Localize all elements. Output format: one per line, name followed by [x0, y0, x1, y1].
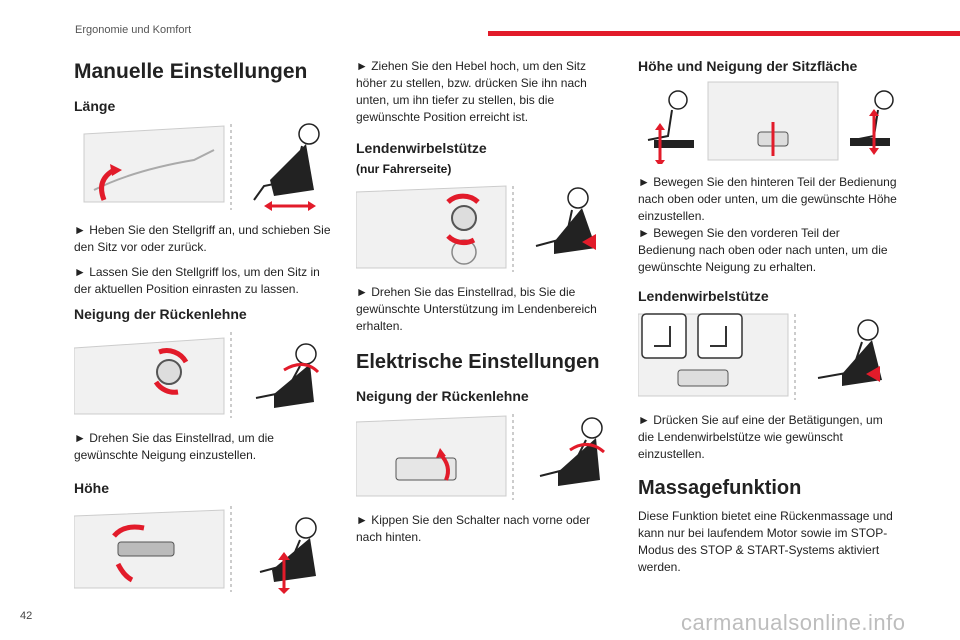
column-right [638, 52, 900, 584]
lumbar-buttons-figure [638, 310, 900, 402]
height-illustration [74, 502, 336, 594]
lumbar-heading: Lendenwirbelstütze [356, 140, 487, 156]
seat-height-tilt-illustration [638, 80, 900, 164]
column-middle [356, 52, 618, 554]
page-number: 42 [20, 610, 33, 622]
height-instruction: ► Ziehen Sie den Hebel hoch, um den Sitz höher zu stellen, bzw. drücken Sie ihn nach unten, um ihn tiefer zu stellen, bis die gewünschte Position erreicht ist. [356, 59, 587, 124]
driver-only-note: (nur Fahrerseite) [356, 162, 452, 176]
length-instruction-1: ► Heben Sie den Stellgriff an, und schieben Sie den Sitz vor oder zurück. [74, 223, 331, 255]
electric-backrest-instruction: ► Kippen Sie den Schalter nach vorne oder nach hinten. [356, 513, 591, 544]
electric-settings-title: Elektrische Einstellungen [356, 351, 600, 373]
section-header: Ergonomie und Komfort [75, 24, 192, 36]
length-heading: Länge [74, 98, 116, 115]
electric-backrest-heading: Neigung der Rückenlehne [356, 388, 529, 404]
seat-tilt-instruction: ► Bewegen Sie den vorderen Teil der Bedienung nach oben oder nach unten, um die gewünschte Neigung zu erhalten. [638, 226, 888, 274]
seat-height-tilt-heading: Höhe und Neigung der Sitzfläche [638, 58, 858, 74]
electric-lumbar-heading: Lendenwirbelstütze [638, 288, 769, 304]
electric-lumbar-instruction: ► Drücken Sie auf eine der Betätigungen, um die Lendenwirbelstütze wie gewünscht einzustellen. [638, 413, 883, 461]
seat-cushion-figure [638, 80, 900, 164]
seat-height-instruction: ► Bewegen Sie den hinteren Teil der Bedienung nach oben oder unten, um die gewünschte Höhe einzustellen. [638, 175, 897, 223]
watermark: carmanualsonline.info [681, 610, 906, 635]
lumbar-knob-figure [356, 182, 618, 274]
length-illustration [74, 120, 336, 212]
lumbar-illustration [356, 182, 618, 274]
manual-settings-title: Manuelle Einstellungen [74, 60, 308, 83]
header-accent-bar [488, 31, 960, 36]
backrest-tilt-heading: Neigung der Rückenlehne [74, 306, 247, 323]
electric-backrest-illustration [356, 410, 618, 502]
electric-switch-figure [356, 410, 618, 502]
lumbar-instruction: ► Drehen Sie das Einstellrad, bis Sie die gewünschte Unterstützung im Lendenbereich erhalten. [356, 285, 597, 333]
backrest-knob-figure [74, 328, 336, 420]
seat-length-figure [74, 120, 336, 212]
seat-height-figure [74, 502, 336, 594]
column-left [74, 52, 336, 604]
length-instruction-2: ► Lassen Sie den Stellgriff los, um den Sitz in der aktuellen Position einrasten zu lassen. [74, 265, 320, 297]
massage-title: Massagefunktion [638, 477, 802, 499]
backrest-tilt-instruction: ► Drehen Sie das Einstellrad, um die gewünschte Neigung einzustellen. [74, 431, 274, 463]
massage-description: Diese Funktion bietet eine Rückenmassage und kann nur bei laufendem Motor sowie im STOP-Modus des STOP & START-Systems aktiviert werden. [638, 509, 893, 574]
electric-lumbar-illustration [638, 310, 900, 402]
height-heading: Höhe [74, 480, 109, 497]
backrest-tilt-illustration [74, 328, 336, 420]
